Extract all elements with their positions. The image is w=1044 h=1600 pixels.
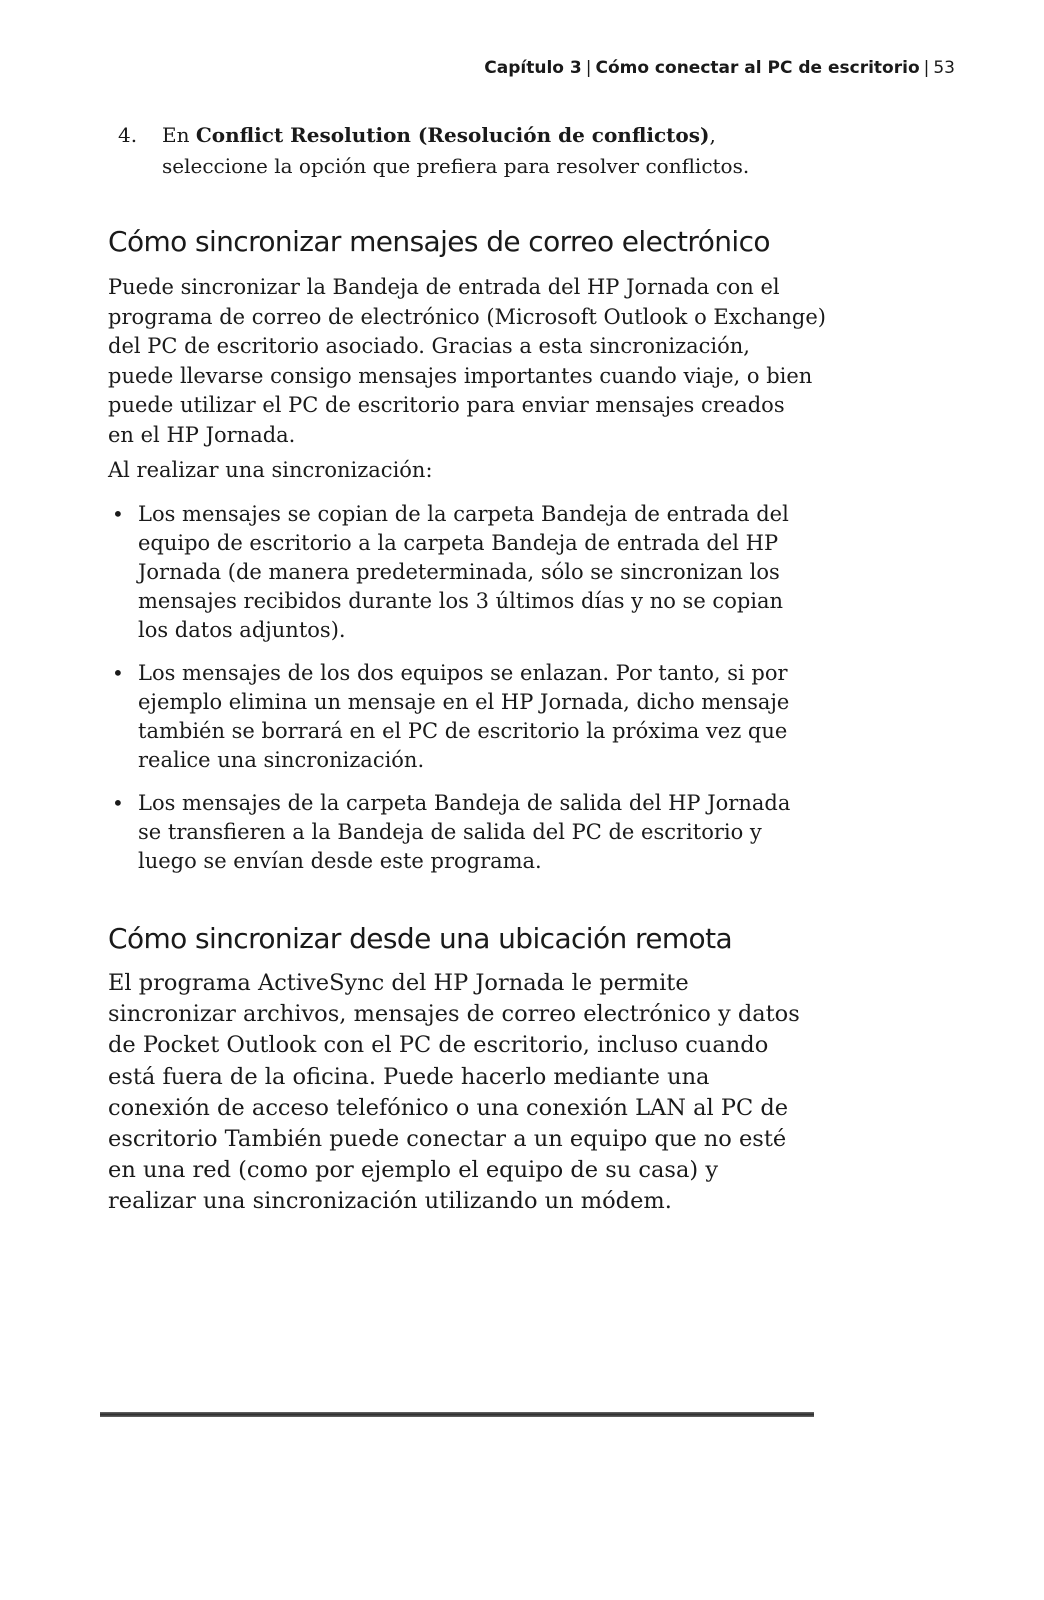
step-text-suffix: , seleccione la opción que prefiera para resolver conflictos. [162,123,750,178]
bullet-text: Los mensajes de la carpeta Bandeja de salida del HP Jornada se transfieren a la Bandeja de salida del PC de escritorio y luego se envían desde este programa. [138,791,791,873]
section-heading-email-sync: Cómo sincronizar mensajes de correo electrónico [108,225,770,258]
bullet-icon: • [112,502,124,526]
remote-sync-paragraph: El programa ActiveSync del HP Jornada le permite sincronizar archivos, mensajes de correo electrónico y datos de Pocket Outlook con el PC de escritorio, incluso cuando está fuera de la oficina. Puede hacerlo mediante una conexión de acceso telefónico o una conexión LAN al PC de escritorio También puede conectar a un equipo que no esté en una red (como por ejemplo el equipo de su casa) y realizar una sincronización utilizando un módem. [108,970,800,1215]
list-item [108,659,828,775]
bullet-text: Los mensajes de los dos equipos se enlazan. Por tanto, si por ejemplo elimina un mensaje en el HP Jornada, dicho mensaje también se borrará en el PC de escritorio la próxima vez que realice una sincronización. [138,661,790,772]
header-separator: | [585,58,592,78]
sync-bullet-list [108,500,828,876]
bullet-icon: • [112,661,124,685]
header-separator: | [923,58,930,78]
page-number: 53 [933,58,955,78]
step-4 [118,120,902,182]
bullet-icon: • [112,791,124,815]
list-item [108,789,828,876]
bullet-text: Los mensajes se copian de la carpeta Bandeja de entrada del equipo de escritorio a la carpeta Bandeja de entrada del HP Jornada (de manera predeterminada, sólo se sincronizan los mensajes recibidos durante los 3 últimos días y no se copian los datos adjuntos). [138,502,789,642]
section-heading-remote-sync: Cómo sincronizar desde una ubicación remota [108,922,733,955]
footer-rule [100,1412,814,1417]
list-item [108,500,828,645]
email-sync-paragraph: Puede sincronizar la Bandeja de entrada del HP Jornada con el programa de correo de electrónico (Microsoft Outlook o Exchange) del PC de escritorio asociado. Gracias a esta sincronización, puede llevarse consigo mensajes importantes cuando viaje, o bien puede utilizar el PC de escritorio para enviar mensajes creados en el HP Jornada. [108,275,826,447]
step-bold-term: Conflict Resolution (Resolución de conflictos) [195,123,710,147]
chapter-title: Cómo conectar al PC de escritorio [595,58,920,78]
step-text-prefix: En [162,123,196,147]
sync-intro: Al realizar una sincronización: [108,458,433,482]
step-number: 4. [118,123,138,147]
chapter-label: Capítulo 3 [484,58,582,78]
running-header [484,58,955,78]
